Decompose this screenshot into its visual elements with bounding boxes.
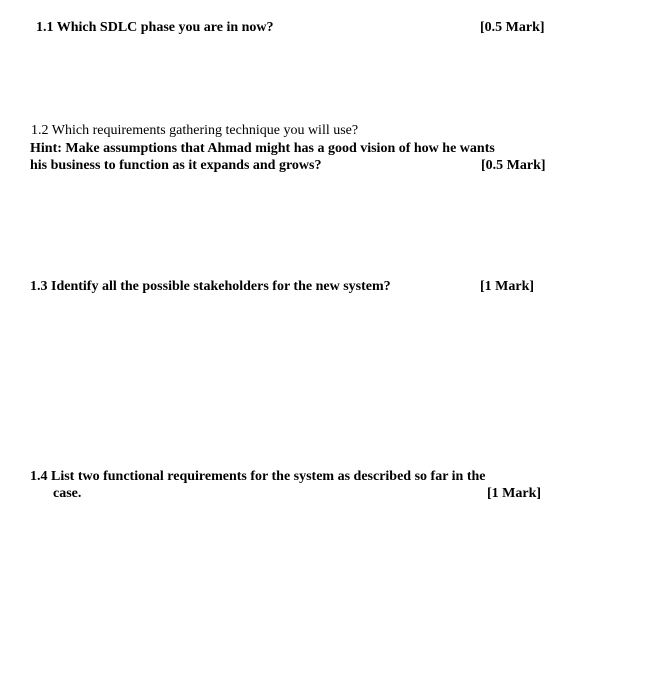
question-number: 1.4 bbox=[30, 469, 48, 484]
question-number: 1.2 bbox=[31, 123, 49, 138]
question-1-2 bbox=[31, 122, 358, 140]
question-1-4-text-line-2: case. bbox=[53, 486, 82, 501]
question-1-1 bbox=[36, 19, 274, 37]
question-1-2-marks: [0.5 Mark] bbox=[481, 158, 546, 173]
question-text: Which requirements gathering technique you will use? bbox=[51, 123, 359, 138]
question-text: List two functional requirements for the system as described so far in the bbox=[51, 469, 486, 484]
question-1-4-marks: [1 Mark] bbox=[487, 486, 542, 501]
question-number: 1.3 bbox=[30, 279, 48, 294]
question-1-2-hint-line-2: his business to function as it expands and grows? bbox=[30, 158, 322, 173]
question-text: Identify all the possible stakeholders for the new system? bbox=[51, 279, 391, 294]
question-1-3 bbox=[30, 278, 391, 296]
question-number: 1.1 bbox=[36, 20, 54, 35]
question-1-1-marks: [0.5 Mark] bbox=[480, 20, 545, 35]
question-1-3-marks: [1 Mark] bbox=[480, 279, 535, 294]
question-1-4 bbox=[30, 468, 486, 486]
question-1-2-hint-line-1: Hint: Make assumptions that Ahmad might has a good vision of how he wants bbox=[30, 141, 495, 156]
question-text: Which SDLC phase you are in now? bbox=[56, 20, 274, 35]
